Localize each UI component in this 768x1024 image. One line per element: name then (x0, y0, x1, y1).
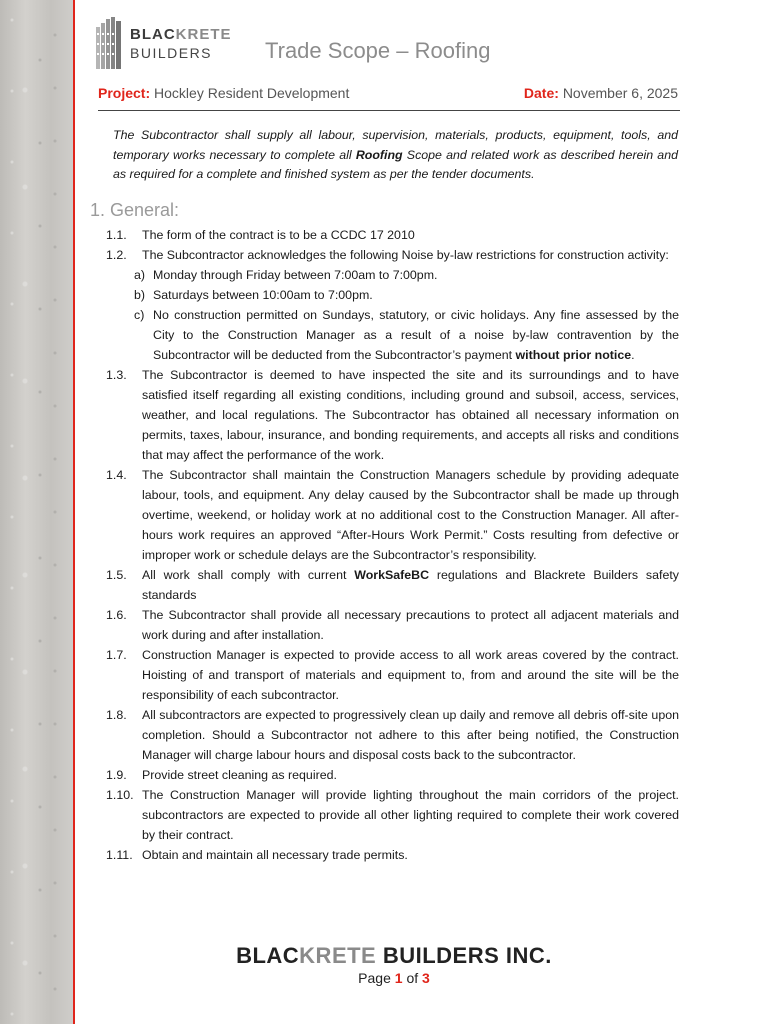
item-text: Obtain and maintain all necessary trade permits. (142, 848, 408, 862)
current-page: 1 (394, 970, 403, 986)
project-field: Project: Hockley Resident Development (98, 85, 350, 101)
sub-list-item (106, 305, 679, 365)
intro-text-2: Scope and related work as described herein and as required for a complete and finished system as per the tender documents. (113, 147, 678, 181)
item-number: 1.8. (106, 708, 127, 722)
item-text: Construction Manager is expected to provide access to all work areas covered by the contract. Hoisting of and transport of materials and equipment to, from and around the site will be the responsibility of each subcontractor. (142, 648, 679, 702)
item-number: 1.3. (106, 368, 127, 382)
page-word: Page (358, 970, 395, 986)
sub-item-letter: c) (134, 308, 145, 322)
project-value: Hockley Resident Development (154, 85, 350, 101)
general-items-list (106, 225, 679, 865)
sub-item-text (153, 305, 679, 365)
sub-item-text-end: . (631, 348, 635, 362)
date-field (524, 85, 678, 101)
concrete-texture-strip (0, 0, 73, 1024)
section-heading-general: 1. General: (90, 200, 180, 220)
sub-item-text: Saturdays between 10:00am to 7:00pm. (153, 288, 373, 302)
item-text: The Subcontractor shall maintain the Construction Managers schedule by providing adequate labour, tools, and equipment. Any delay caused by the Subcontractor shall be made up through overtime, weekend, or holiday work at no additional cost to the Construction Manager. All after-hours work requires an approved “After-Hours Work Permit.” Costs resulting from defective or improper work or schedule delays are the Subcontractor’s responsibility. (142, 468, 679, 562)
sub-item-bold: without prior notice (515, 348, 632, 362)
item-number: 1.9. (106, 768, 127, 782)
item-number: 1.5. (106, 568, 127, 582)
project-meta-row (98, 85, 678, 101)
item-text-bold: WorkSafeBC (354, 568, 430, 582)
list-item (106, 845, 679, 865)
list-item (106, 225, 679, 245)
total-pages: 3 (422, 970, 430, 986)
list-item (106, 785, 679, 845)
item-number: 1.10. (106, 788, 134, 802)
company-logo (96, 15, 232, 71)
footer-brand-builders: BUILDERS INC. (376, 943, 552, 968)
document-title: Trade Scope – Roofing (265, 38, 491, 63)
header-divider (98, 110, 680, 111)
of-word: of (402, 970, 423, 986)
list-item (106, 765, 679, 785)
date-value: November 6, 2025 (562, 85, 678, 101)
sub-list-item (106, 285, 679, 305)
list-item (106, 605, 679, 645)
intro-text-1: The Subcontractor shall supply all labour, supervision, materials, products, equipment, tools, and temporary works necessary to complete all (113, 128, 678, 162)
red-margin-rule (73, 0, 75, 1024)
sub-item-letter: a) (134, 268, 146, 282)
item-text-end: regulations and Blackrete Builders safety standards (142, 568, 679, 602)
page-number (0, 970, 768, 986)
sub-item-text-main: No construction permitted on Sundays, statutory, or civic holidays. Any fine assessed by the City to the Construction Manager as a result of a noise by-law contravention by the Subcontractor will be deducted from the Subcontractor’s payment (153, 308, 679, 362)
project-label: Project (98, 85, 146, 101)
item-number: 1.6. (106, 608, 127, 622)
sub-item-text: Monday through Friday between 7:00am to 7:00pm. (153, 268, 438, 282)
footer-company-name (0, 943, 768, 969)
sub-item-letter: b) (134, 288, 146, 302)
item-text: The Construction Manager will provide lighting throughout the main corridors of the project. subcontractors are expected to provide all other lighting required to complete their work covered by their contract. (142, 788, 679, 842)
list-item (106, 705, 679, 765)
item-text: The form of the contract is to be a CCDC 17 2010 (142, 228, 415, 242)
building-logo-icon (96, 17, 122, 69)
item-number: 1.2. (106, 248, 127, 262)
item-text: Provide street cleaning as required. (142, 768, 337, 782)
list-item (106, 565, 679, 605)
footer-brand-blac: BLAC (236, 943, 300, 968)
logo-wordmark (130, 26, 232, 62)
logo-text-blac: BLAC (130, 26, 176, 43)
list-item (106, 365, 679, 465)
item-number: 1.4. (106, 468, 127, 482)
item-text-main: All work shall comply with current (142, 568, 355, 582)
item-number: 1.7. (106, 648, 127, 662)
list-item (106, 245, 679, 265)
sub-list-item (106, 265, 679, 285)
item-text: The Subcontractor acknowledges the following Noise by-law restrictions for construction activity: (142, 248, 669, 262)
item-text: The Subcontractor shall provide all necessary precautions to protect all adjacent materials and work during and after installation. (142, 608, 679, 642)
intro-paragraph (113, 126, 678, 185)
list-item (106, 465, 679, 565)
item-text: The Subcontractor is deemed to have inspected the site and its surroundings and to have satisfied itself regarding all existing conditions, including ground and subsoil, access, services, weather, and local regulations. The Subcontractor has obtained all necessary information on permits, taxes, labour, insurance, and bonding requirements, and accepts all risks and conditions that may affect the performance of the work. (142, 368, 679, 462)
footer-brand-krete: KRETE (299, 943, 377, 968)
item-number: 1.11. (106, 848, 133, 862)
logo-text-krete: KRETE (175, 26, 232, 43)
item-text (142, 565, 679, 605)
logo-text-builders: BUILDERS (130, 45, 213, 61)
date-label: Date: (523, 85, 559, 101)
item-number: 1.1. (106, 228, 127, 242)
list-item (106, 645, 679, 705)
item-text: All subcontractors are expected to progressively clean up daily and remove all debris off-site upon completion. Should a Subcontractor not adhere to this after being notified, the Construction Manager will charge labour hours and disposal costs back to the subcontractor. (142, 708, 679, 762)
intro-scope-bold: Roofing (355, 147, 403, 162)
